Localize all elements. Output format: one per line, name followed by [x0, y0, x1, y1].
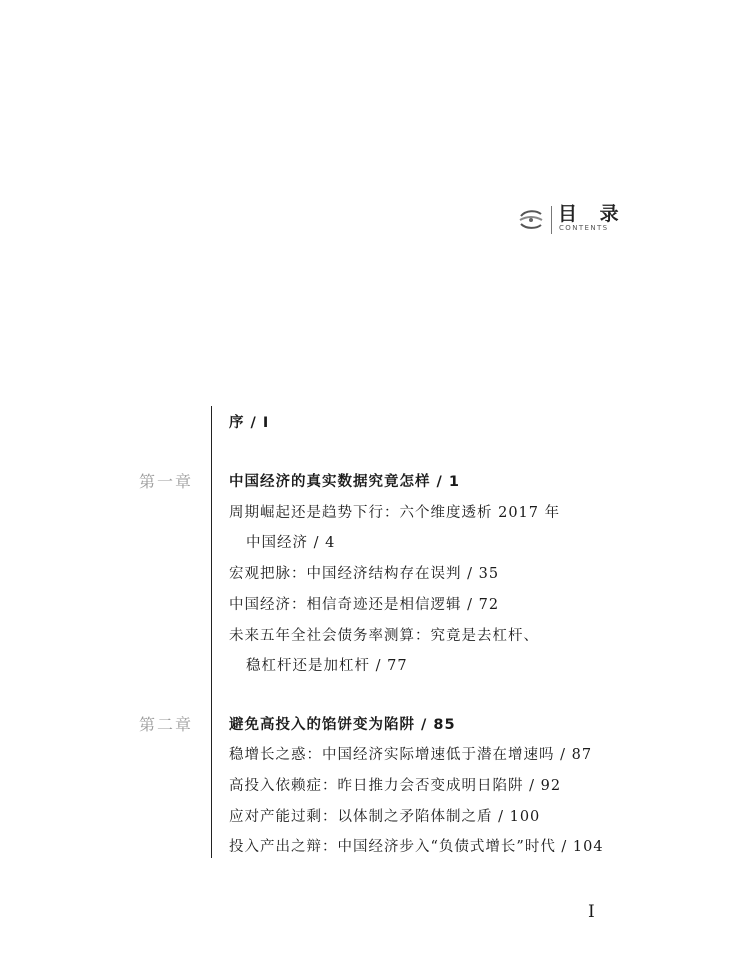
- chapter2-title[interactable]: 避免高投入的馅饼变为陷阱 / 85: [229, 717, 456, 733]
- header-divider: [551, 206, 552, 234]
- chapter1-label: 第一章: [139, 472, 194, 491]
- chapter1-title[interactable]: 中国经济的真实数据究竟怎样 / 1: [229, 474, 460, 490]
- chapter2-label: 第二章: [139, 715, 194, 734]
- page-number: Ⅰ: [588, 902, 595, 922]
- contents-header: [518, 204, 628, 238]
- toc-entry[interactable]: 投入产出之辩：中国经济步入“负债式增长”时代 / 104: [229, 839, 604, 855]
- toc-preface[interactable]: 序 / Ⅰ: [229, 415, 270, 431]
- toc-entry[interactable]: 应对产能过剩：以体制之矛陷体制之盾 / 100: [229, 809, 541, 825]
- toc-entry[interactable]: 未来五年全社会债务率测算：究竟是去杠杆、: [229, 628, 539, 644]
- swirl-logo-icon: [518, 207, 544, 233]
- toc-entry[interactable]: 中国经济：相信奇迹还是相信逻辑 / 72: [229, 597, 500, 613]
- toc-entry[interactable]: 高投入依赖症：昨日推力会否变成明日陷阱 / 92: [229, 778, 562, 794]
- contents-subtitle: CONTENTS: [559, 224, 609, 232]
- toc-entry[interactable]: 稳杠杆还是加杠杆 / 77: [246, 658, 408, 674]
- toc-entry[interactable]: 中国经济 / 4: [246, 535, 336, 551]
- toc-vertical-rule: [211, 406, 212, 858]
- toc-entry[interactable]: 稳增长之惑：中国经济实际增速低于潜在增速吗 / 87: [229, 747, 593, 763]
- toc-entry[interactable]: 宏观把脉：中国经济结构存在误判 / 35: [229, 566, 500, 582]
- contents-title: 目 录: [558, 203, 627, 225]
- toc-entry[interactable]: 周期崛起还是趋势下行：六个维度透析 2017 年: [229, 505, 561, 521]
